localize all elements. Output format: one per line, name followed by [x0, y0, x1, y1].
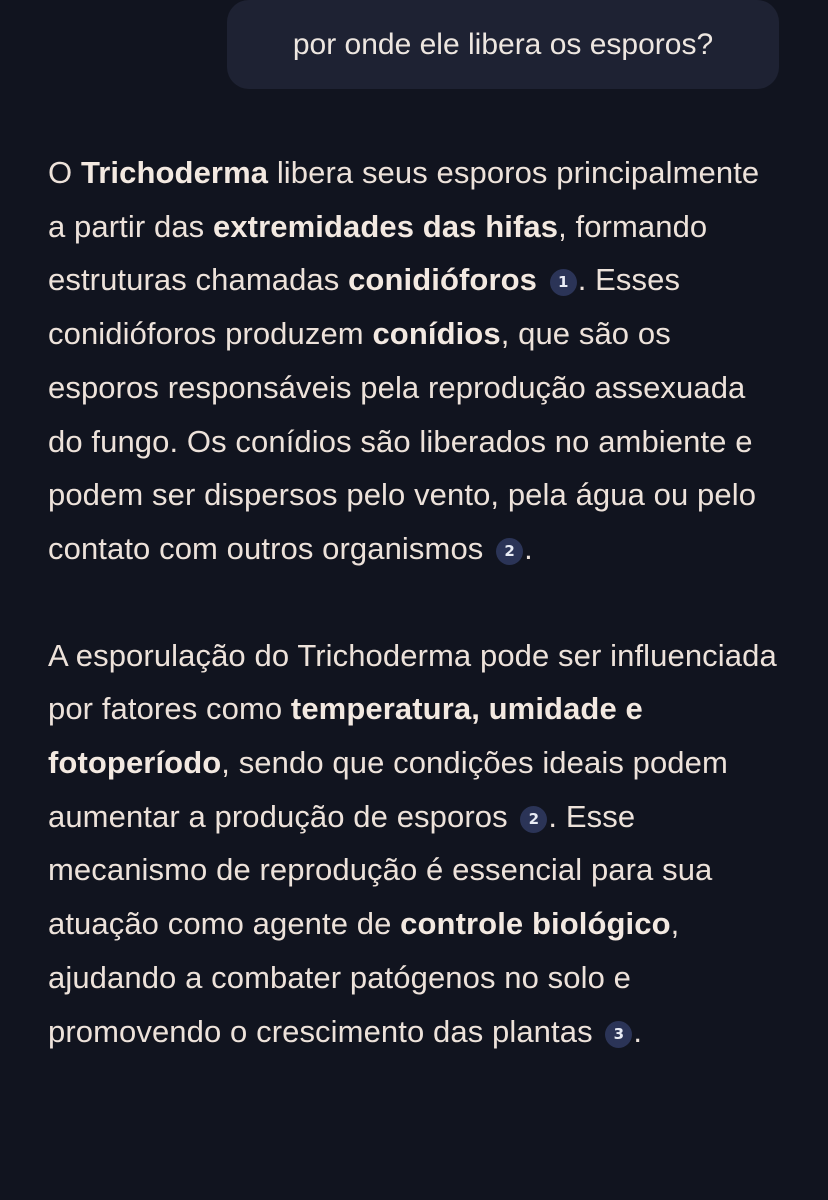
citation-badge[interactable]: 2: [520, 806, 547, 833]
bold-term: Trichoderma: [80, 155, 269, 190]
answer-text: O: [48, 155, 81, 190]
answer-text: . Esses conidióforos produzem: [48, 262, 681, 352]
answer-text: , que são os esporos responsáveis pela reprodução assexuada do fungo. Os conídios são liberados no ambiente e podem ser dispersos pelo vento, pela água ou pelo contato com outros organismos: [48, 316, 757, 566]
bold-term: controle biológico: [400, 906, 671, 942]
answer-text: .: [524, 530, 533, 566]
answer-text: , sendo que condições ideais podem aumentar a produção de esporos: [48, 745, 728, 834]
user-message-text: por onde ele libera os esporos?: [292, 27, 714, 61]
answer-text: A esporulação do Trichoderma pode ser influenciada por fatores como: [48, 637, 777, 727]
bold-term: temperatura, umidade e fotoperíodo: [48, 691, 643, 781]
assistant-answer: [48, 146, 778, 1058]
answer-text: , ajudando a combater patógenos no solo e promovendo o crescimento das plantas: [48, 906, 680, 1049]
answer-text: .: [633, 1013, 643, 1049]
citation-badge[interactable]: 1: [550, 269, 577, 296]
bold-term: conidióforos: [348, 262, 538, 298]
answer-paragraph-2: [48, 629, 778, 1059]
answer-text: . Esse mecanismo de reprodução é essencial para sua atuação como agente de: [48, 798, 713, 942]
answer-text: , formando estruturas chamadas: [48, 208, 708, 298]
answer-paragraph-1: [48, 146, 778, 576]
user-message-bubble: [227, 0, 779, 89]
bold-term: extremidades das hifas: [213, 208, 559, 244]
bold-term: conídios: [372, 316, 501, 352]
citation-badge[interactable]: 2: [496, 538, 523, 565]
answer-text: libera seus esporos principalmente a partir das: [48, 155, 760, 244]
citation-badge[interactable]: 3: [605, 1021, 632, 1048]
